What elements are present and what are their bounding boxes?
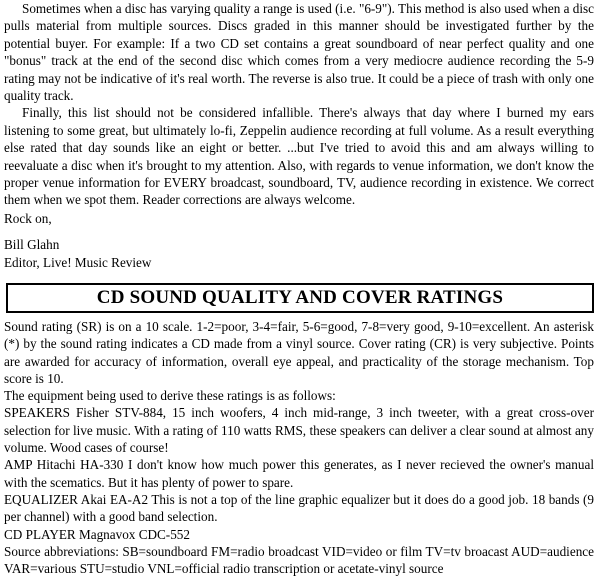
ratings-section (4, 318, 594, 577)
signoff-spacer (4, 228, 151, 236)
equipment-intro: The equipment being used to derive these ratings is as follows: (4, 388, 336, 404)
equipment-amp: AMP Hitachi HA-330 I don't know how much power this generates, as I never recieved the owner's manual with the scematics. But it has plenty of power to spare. (4, 457, 594, 490)
source-abbreviations: Source abbreviations: SB=soundboard FM=radio broadcast VID=video or film TV=tv broacast AUD=audience VAR=various STU=studio VNL=official radio transcription or acetate-vinyl source (4, 543, 594, 577)
equipment-cd-player: CD PLAYER Magnavox CDC-552 (4, 526, 190, 542)
rating-scale-description: Sound rating (SR) is on a 10 scale. 1-2=poor, 3-4=fair, 5-6=good, 7-8=very good, 9-10=excellent. An asterisk (*) by the sound rating indicates a CD made from a vinyl source. Cover rating (CR) is very subjective. Points are awarded for accuracy of information, overall eye appeal, and practicality of the storage mechanism. Top score is 10. (4, 319, 594, 386)
signoff-name: Bill Glahn (4, 237, 60, 252)
section-heading: CD SOUND QUALITY AND COVER RATINGS (96, 287, 504, 308)
equipment-equalizer: EQUALIZER Akai EA-A2 This is not a top of the line graphic equalizer but it does do a good job. 18 bands (9 per channel) with a good band selection. (4, 491, 594, 525)
signoff-greeting: Rock on, (4, 211, 52, 226)
intro-paragraph-infallible: Finally, this list should not be considered infallible. There's always that day where I burned my ears listening to some great, but ultimately lo-fi, Zeppelin audience recording at full volume. As a result everything else rated that day sounds like an eight or better. ...but I've tried to avoid this and am always willing to reevaluate a disc when it's brought to my attention. Also, with regards to venue information, we don't know the proper venue information for EVERY broadcast, soundboard, TV, audience recording in existence. We correct them when we spot them. Reader corrections are always welcome. (4, 105, 594, 208)
intro-section (4, 0, 594, 209)
signoff-title: Editor, Live! Music Review (4, 255, 152, 270)
equipment-speakers: SPEAKERS Fisher STV-884, 15 inch woofers, 4 inch mid-range, 3 inch tweeter, with a great cross-over selection for live music. With a rating of 110 watts RMS, these speakers can deliver a clear sound at almost any volume. Wood cases of course! (4, 405, 594, 456)
section-heading-box (6, 283, 594, 313)
editor-signoff (4, 210, 151, 272)
intro-paragraph-range-ratings: Sometimes when a disc has varying quality a range is used (i.e. "6-9"). This method is also used when a disc pulls material from multiple sources. Discs graded in this manner should be investigated further by the potential buyer. For example: If a two CD set contains a great soundboard of near perfect quality and one "bonus" track at the end of the second disc which comes from a very mediocre audience recording the 5-9 rating may not be indicative of it's real worth. The reverse is also true. It could be a piece of trash with only one quality track. (4, 1, 594, 104)
